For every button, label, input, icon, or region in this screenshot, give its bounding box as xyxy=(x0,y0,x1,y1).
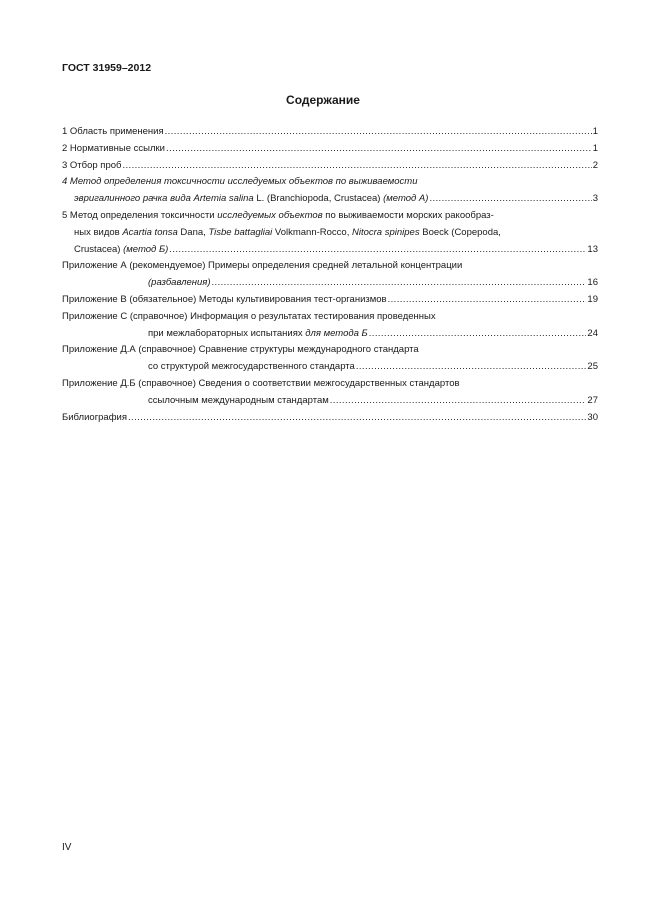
toc-entry-text-part: Boeck (Copepoda, xyxy=(419,226,501,238)
toc-leader-dots xyxy=(356,359,587,376)
toc-page-number: 13 xyxy=(587,243,598,255)
page-number: IV xyxy=(62,842,72,853)
toc-entry-text xyxy=(148,359,355,376)
toc-entry-text xyxy=(62,208,494,225)
toc-entry[interactable] xyxy=(62,275,598,292)
toc-entry-text-part: 5 Метод определения токсичности xyxy=(62,209,218,221)
toc-entry-text-part: по выживаемости морских ракообраз- xyxy=(322,209,494,221)
toc-entry-text xyxy=(62,376,460,393)
toc-leader-dots xyxy=(165,124,592,141)
toc-entry-text xyxy=(62,124,164,141)
toc-entry-text xyxy=(148,393,329,410)
toc-entry[interactable] xyxy=(62,309,598,326)
toc-page-number: 2 xyxy=(592,159,598,171)
toc-entry-text-part: (метод Б) xyxy=(123,243,169,255)
toc-entry-text xyxy=(74,225,501,242)
document-code: ГОСТ 31959–2012 xyxy=(62,62,152,74)
toc-entry-text xyxy=(62,141,165,158)
toc-page-number: 3 xyxy=(592,193,598,205)
toc-entry-text-part: ссылочным международным стандартам xyxy=(148,394,329,406)
toc-leader-dots xyxy=(429,191,591,208)
toc-entry-text-part: (разбавления) xyxy=(148,277,211,289)
toc-page-number: 1 xyxy=(592,142,598,154)
toc-entry[interactable] xyxy=(62,124,598,141)
toc-entry-text-part: Tisbe battagliai xyxy=(208,226,273,238)
toc-entry-text xyxy=(148,326,368,343)
toc-entry-text-part: ных видов xyxy=(74,226,123,238)
toc-leader-dots xyxy=(128,410,586,427)
toc-entry-text-part: Artemia salina xyxy=(193,193,254,205)
toc-leader-dots xyxy=(166,141,592,158)
toc-entry-text-part: Приложение Д.А (справочное) Сравнение структуры международного стандарта xyxy=(62,344,419,356)
toc-entry-text-part: для метода Б xyxy=(305,327,368,339)
toc-entry[interactable] xyxy=(62,326,598,343)
toc-entry-text-part: (метод А) xyxy=(383,193,429,205)
toc-entry-text xyxy=(62,342,419,359)
toc-entry-text xyxy=(62,410,127,427)
toc-entry-text xyxy=(62,309,436,326)
toc-entry-text xyxy=(62,258,462,275)
toc-entry-text-part: Crustacea) xyxy=(74,243,124,255)
toc-leader-dots xyxy=(369,326,587,343)
toc-entry[interactable] xyxy=(62,292,598,309)
toc-entry[interactable] xyxy=(62,258,598,275)
toc-entry[interactable] xyxy=(62,242,598,259)
toc-entry-text-part: при межлабораторных испытаниях xyxy=(148,327,306,339)
toc-page-number: 1 xyxy=(592,126,598,137)
toc-entry-text-part: Библиография xyxy=(62,411,127,423)
table-of-contents xyxy=(62,124,598,426)
toc-entry-text-part: Приложение С (справочное) Информация о результатах тестирования проведенных xyxy=(62,310,436,322)
toc-entry[interactable] xyxy=(62,208,598,225)
toc-entry-text-part: Volkmann-Rocco, xyxy=(272,226,352,238)
toc-entry-text-part: исследуемых объектов xyxy=(217,209,323,221)
toc-entry-text xyxy=(148,275,211,292)
toc-page-number: 19 xyxy=(587,293,598,305)
toc-entry-text-part: со структурой межгосударственного стандарта xyxy=(148,361,355,373)
toc-entry[interactable] xyxy=(62,410,598,427)
toc-page-number: 27 xyxy=(587,394,598,406)
toc-entry[interactable] xyxy=(62,359,598,376)
toc-entry[interactable] xyxy=(62,342,598,359)
toc-entry-text-part: Nitocra spinipes xyxy=(352,226,420,238)
toc-entry-text-part: эвригалинного рачка вида xyxy=(74,193,194,205)
toc-page-number: 25 xyxy=(587,361,598,373)
toc-entry-text xyxy=(74,242,168,259)
toc-entry-text xyxy=(74,191,428,208)
toc-leader-dots xyxy=(388,292,587,309)
toc-page-number: 30 xyxy=(587,411,598,423)
toc-entry[interactable] xyxy=(62,191,598,208)
toc-entry-text-part: Приложение Д.Б (справочное) Сведения о соответствии межгосударственных стандартов xyxy=(62,377,460,389)
toc-entry[interactable] xyxy=(62,376,598,393)
toc-entry[interactable] xyxy=(62,393,598,410)
toc-entry-text-part: 3 Отбор проб xyxy=(62,159,122,171)
toc-entry-text-part: L. (Branchiopoda, Crustacea) xyxy=(253,193,384,205)
toc-entry[interactable] xyxy=(62,174,598,191)
toc-leader-dots xyxy=(169,242,586,259)
toc-entry-text xyxy=(62,292,387,309)
toc-entry-text-part: Приложение В (обязательное) Методы культивирования тест-организмов xyxy=(62,293,387,305)
toc-entry[interactable] xyxy=(62,141,598,158)
toc-leader-dots xyxy=(122,158,591,175)
toc-title: Содержание xyxy=(286,93,360,107)
toc-page-number: 16 xyxy=(587,277,598,289)
toc-entry[interactable] xyxy=(62,158,598,175)
toc-entry-text-part: Приложение А (рекомендуемое) Примеры определения средней летальной концентрации xyxy=(62,260,463,272)
toc-leader-dots xyxy=(212,275,587,292)
toc-entry-text-part: 2 Нормативные ссылки xyxy=(62,142,165,154)
toc-entry-text xyxy=(62,158,121,175)
toc-entry[interactable] xyxy=(62,225,598,242)
toc-entry-text-part: 1 Область применения xyxy=(62,126,164,137)
toc-entry-text xyxy=(62,174,418,191)
toc-entry-text-part: Acartia tonsa xyxy=(122,226,178,238)
toc-entry-text-part: Dana, xyxy=(177,226,209,238)
toc-page-number: 24 xyxy=(587,327,598,339)
toc-entry-text-part: 4 Метод определения токсичности исследуемых объектов по выживаемости xyxy=(62,176,418,188)
toc-leader-dots xyxy=(330,393,587,410)
